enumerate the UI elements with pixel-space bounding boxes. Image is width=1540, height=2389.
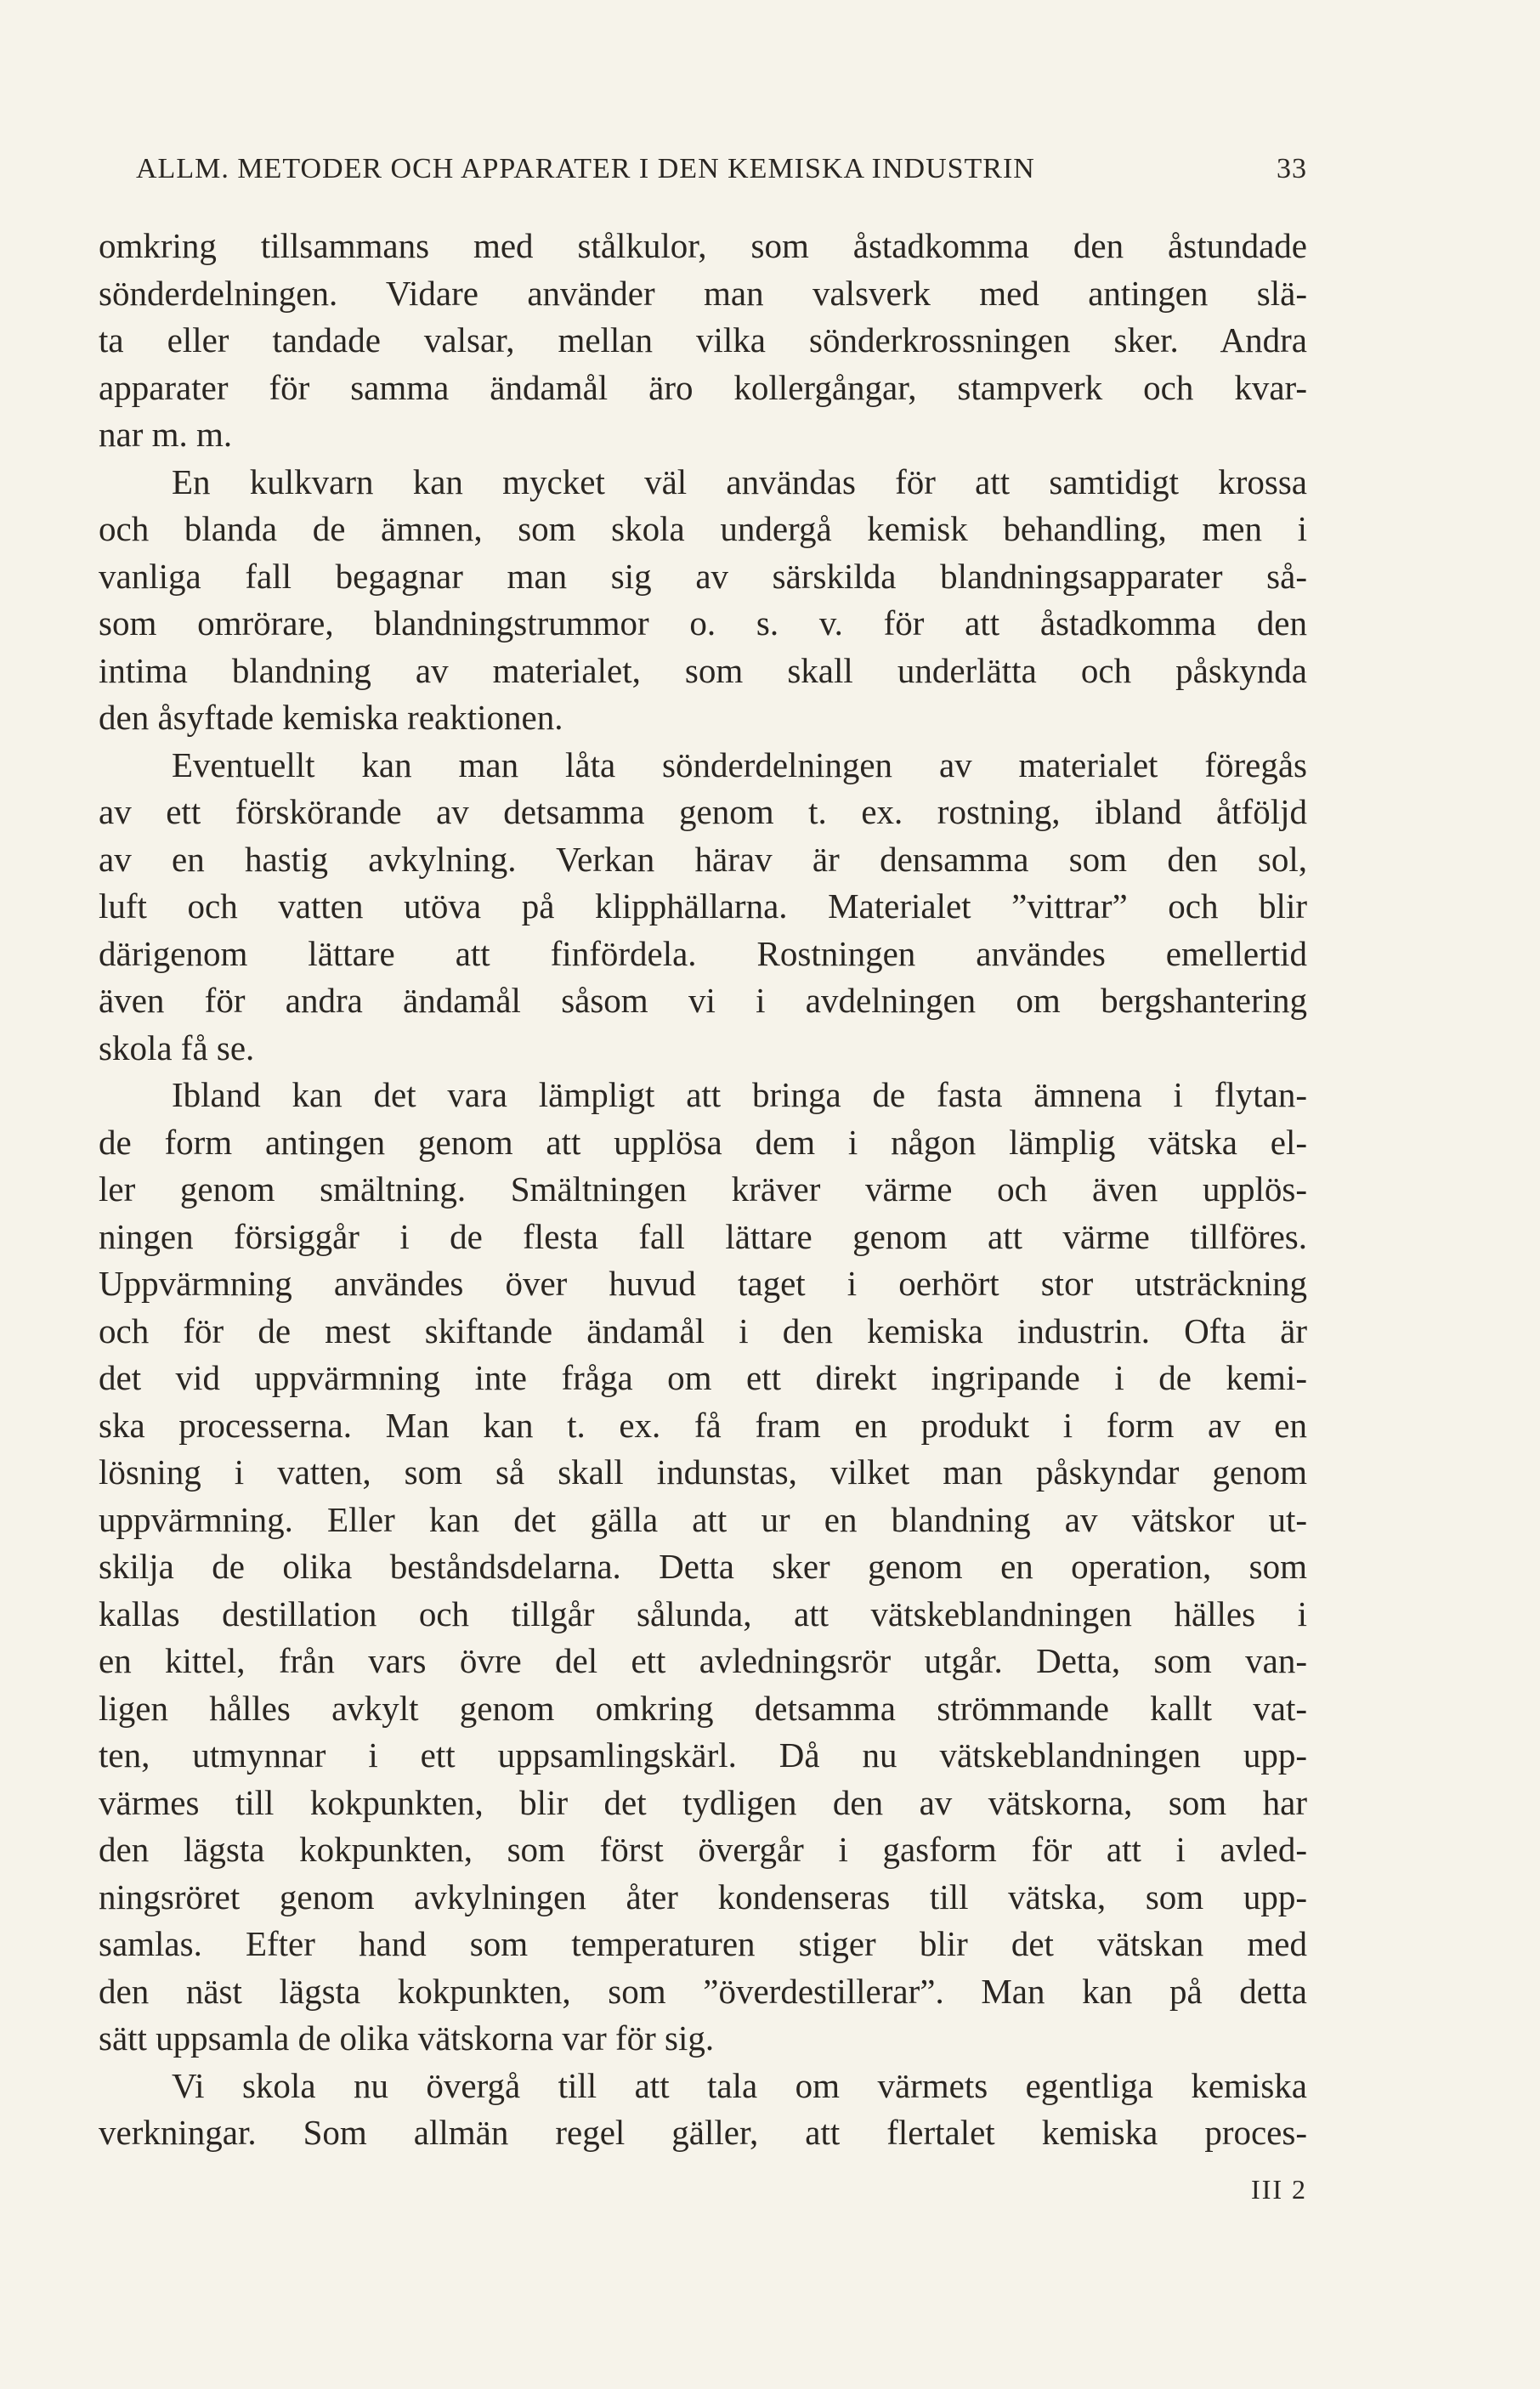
text-line: även för andra ändamål såsom vi i avdelningen om bergshantering [99, 981, 1307, 1020]
text-line: och blanda de ämnen, som skola undergå kemisk behandling, men i [99, 509, 1307, 548]
text-line: apparater för samma ändamål äro kollergångar, stampverk och kvar- [99, 367, 1307, 407]
text-line: vanliga fall begagnar man sig av särskilda blandningsapparater så- [99, 556, 1307, 596]
text-line: och för de mest skiftande ändamål i den kemiska industrin. Ofta är [99, 1311, 1307, 1350]
text-line: ten, utmynnar i ett uppsamlingskärl. Då nu vätskeblandningen upp- [99, 1735, 1307, 1775]
text-line: Vi skola nu övergå till att tala om värmets egentliga kemiska [172, 2065, 1307, 2105]
signature-mark: III 2 [1251, 2174, 1307, 2205]
running-head [136, 153, 1307, 194]
text-line: intima blandning av materialet, som skall underlätta och påskynda [99, 650, 1307, 690]
text-line: den lägsta kokpunkten, som först övergår i gasform för att i avled- [99, 1830, 1307, 1869]
text-line: de form antingen genom att upplösa dem i någon lämplig vätska el- [99, 1122, 1307, 1162]
text-line: ningsröret genom avkylningen åter kondenseras till vätska, som upp- [99, 1877, 1307, 1916]
text-line: en kittel, från vars övre del ett avledningsrör utgår. Detta, som van- [99, 1641, 1307, 1680]
text-line: ska processerna. Man kan t. ex. få fram en produkt i form av en [99, 1405, 1307, 1445]
text-line: luft och vatten utöva på klipphällarna. Materialet ”vittrar” och blir [99, 886, 1307, 926]
text-line: det vid uppvärmning inte fråga om ett direkt ingripande i de kemi- [99, 1358, 1307, 1397]
running-head-title: ALLM. METODER OCH APPARATER I DEN KEMISKA INDUSTRIN [136, 153, 1035, 184]
text-line: kallas destillation och tillgår sålunda, att vätskeblandningen hälles i [99, 1594, 1307, 1633]
text-line: sönderdelningen. Vidare använder man valsverk med antingen slä- [99, 273, 1307, 313]
text-line: Ibland kan det vara lämpligt att bringa de fasta ämnena i flytan- [172, 1075, 1307, 1114]
text-line: verkningar. Som allmän regel gäller, att flertalet kemiska proces- [99, 2113, 1307, 2152]
text-line: uppvärmning. Eller kan det gälla att ur en blandning av vätskor ut- [99, 1499, 1307, 1539]
text-line: ler genom smältning. Smältningen kräver värme och även upplös- [99, 1169, 1307, 1209]
text-line: En kulkvarn kan mycket väl användas för att samtidigt krossa [172, 461, 1307, 501]
body-text [99, 223, 1307, 2157]
text-line: ligen hålles avkylt genom omkring detsamma strömmande kallt vat- [99, 1688, 1307, 1728]
text-line: därigenom lättare att finfördela. Rostningen användes emellertid [99, 933, 1307, 973]
text-line: som omrörare, blandningstrummor o. s. v. för att åstadkomma den [99, 603, 1307, 643]
text-line: av en hastig avkylning. Verkan härav är densamma som den sol, [99, 839, 1307, 879]
text-line: ningen försiggår i de flesta fall lättare genom att värme tillföres. [99, 1216, 1307, 1256]
text-line: nar m. m. [99, 415, 233, 454]
text-line: sätt uppsamla de olika vätskorna var för sig. [99, 2018, 715, 2058]
text-line: Uppvärmning användes över huvud taget i oerhört stor utsträckning [99, 1264, 1307, 1303]
text-line: ta eller tandade valsar, mellan vilka sönderkrossningen sker. Andra [99, 320, 1307, 359]
text-line: samlas. Efter hand som temperaturen stiger blir det vätskan med [99, 1924, 1307, 1963]
text-line: skola få se. [99, 1027, 255, 1067]
text-line: den näst lägsta kokpunkten, som ”överdestillerar”. Man kan på detta [99, 1971, 1307, 2011]
text-line: omkring tillsammans med stålkulor, som åstadkomma den åstundade [99, 226, 1307, 265]
text-line: den åsyftade kemiska reaktionen. [99, 698, 563, 737]
text-line: av ett förskörande av detsamma genom t. ex. rostning, ibland åtföljd [99, 792, 1307, 831]
text-line: värmes till kokpunkten, blir det tydligen den av vätskorna, som har [99, 1782, 1307, 1822]
text-line: skilja de olika beståndsdelarna. Detta sker genom en operation, som [99, 1547, 1307, 1586]
text-line: Eventuellt kan man låta sönderdelningen av materialet föregås [172, 744, 1307, 784]
text-line: lösning i vatten, som så skall indunstas, vilket man påskyndar genom [99, 1452, 1307, 1492]
page-number: 33 [1277, 153, 1307, 184]
